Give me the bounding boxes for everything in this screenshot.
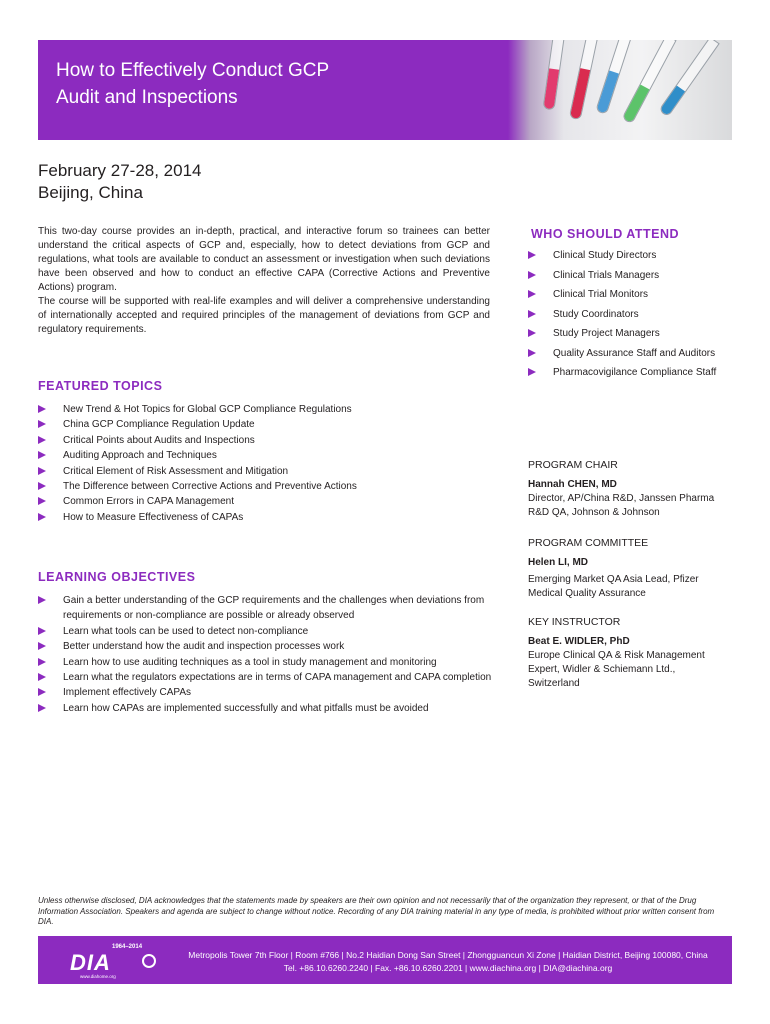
list-item: Pharmacovigilance Compliance Staff: [528, 363, 748, 383]
event-date: February 27-28, 2014: [38, 161, 202, 180]
dia-logo: [50, 940, 160, 980]
key-instructor-heading: KEY INSTRUCTOR: [528, 616, 621, 628]
arrow-bullet-icon: [38, 497, 46, 505]
featured-topics-heading: FEATURED TOPICS: [38, 379, 163, 393]
list-item: Better understand how the audit and inspection processes work: [38, 639, 508, 654]
event-date-location: [38, 160, 202, 204]
program-committee-heading: PROGRAM COMMITTEE: [528, 537, 649, 549]
arrow-bullet-icon: [38, 596, 46, 604]
list-item: Quality Assurance Staff and Auditors: [528, 344, 748, 364]
who-should-attend-list: [528, 246, 748, 383]
key-instructor-name: Beat E. WIDLER, PhD: [528, 636, 630, 647]
description-paragraph-1: This two-day course provides an in-depth, practical, and interactive forum so trainees can better understand the critical aspects of GCP and, especially, how to detect deviations from GCP and regulations, what tools are available to conduct an assessment or investigation when such deviations have been observed and how to conduct an effective CAPA (Corrective Actions and Preventive Actions) program.: [38, 226, 490, 293]
arrow-bullet-icon: [528, 271, 536, 279]
arrow-bullet-icon: [38, 673, 46, 681]
program-chair-affiliation-2: R&D QA, Johnson & Johnson: [528, 507, 660, 518]
arrow-bullet-icon: [38, 658, 46, 666]
list-item: Auditing Approach and Techniques: [38, 448, 508, 463]
arrow-bullet-icon: [528, 290, 536, 298]
key-instructor-affiliation-1: Europe Clinical QA & Risk Management: [528, 650, 705, 661]
arrow-bullet-icon: [528, 349, 536, 357]
arrow-bullet-icon: [38, 436, 46, 444]
arrow-bullet-icon: [38, 467, 46, 475]
who-should-attend-heading: WHO SHOULD ATTEND: [531, 227, 680, 241]
description-paragraph-2: The course will be supported with real-life examples and will deliver a comprehensive understanding of internationally accepted and required principles of the management of deviations from GCP and regulatory requirements.: [38, 296, 490, 335]
test-tube: [569, 40, 599, 120]
list-item: Clinical Study Directors: [528, 246, 748, 266]
list-item: Clinical Trials Managers: [528, 266, 748, 286]
title-line-1: How to Effectively Conduct GCP: [56, 60, 330, 81]
lab-tubes-image: [508, 40, 732, 140]
program-panel: [528, 458, 738, 691]
list-item: The Difference between Corrective Actions and Preventive Actions: [38, 479, 508, 494]
course-description: [38, 225, 490, 337]
arrow-bullet-icon: [38, 704, 46, 712]
list-item: Gain a better understanding of the GCP requirements and the challenges when deviations from requirements or non-compliance are possible or already observed: [38, 593, 508, 624]
header-banner: [38, 40, 732, 140]
program-committee-affiliation-1: Emerging Market QA Asia Lead, Pfizer: [528, 574, 699, 585]
test-tube: [595, 40, 633, 115]
list-item: New Trend & Hot Topics for Global GCP Compliance Regulations: [38, 402, 508, 417]
list-item: China GCP Compliance Regulation Update: [38, 417, 508, 432]
arrow-bullet-icon: [38, 405, 46, 413]
list-item: Common Errors in CAPA Management: [38, 494, 508, 509]
key-instructor-affiliation-2: Expert, Widler & Schiemann Ltd.,: [528, 664, 676, 675]
arrow-bullet-icon: [38, 642, 46, 650]
title-line-2: Audit and Inspections: [56, 87, 238, 108]
program-committee-affiliation-2: Medical Quality Assurance: [528, 588, 646, 599]
arrow-bullet-icon: [38, 513, 46, 521]
arrow-bullet-icon: [38, 420, 46, 428]
logo-years: 1964–2014: [112, 944, 143, 950]
arrow-bullet-icon: [528, 251, 536, 259]
footer-address: Metropolis Tower 7th Floor | Room #766 | No.2 Haidian Dong San Street | Zhongguancun Xi Zone | Haidian District, Beijing 100080, China: [188, 950, 708, 960]
program-chair-heading: PROGRAM CHAIR: [528, 459, 618, 471]
logo-url: www.diahome.org: [80, 974, 116, 979]
key-instructor-affiliation-3: Switzerland: [528, 678, 580, 689]
program-committee-name: Helen LI, MD: [528, 557, 589, 568]
arrow-bullet-icon: [38, 688, 46, 696]
footer-bar: [38, 936, 732, 984]
list-item: Learn how CAPAs are implemented successfully and what pitfalls must be avoided: [38, 701, 508, 716]
list-item: Critical Element of Risk Assessment and Mitigation: [38, 464, 508, 479]
list-item: Implement effectively CAPAs: [38, 685, 508, 700]
list-item: Study Project Managers: [528, 324, 748, 344]
arrow-bullet-icon: [528, 329, 536, 337]
logo-text: DIA: [70, 950, 111, 975]
footer-contact: [168, 949, 728, 974]
program-chair-name: Hannah CHEN, MD: [528, 479, 617, 490]
program-chair-affiliation-1: Director, AP/China R&D, Janssen Pharma: [528, 493, 715, 504]
featured-topics-list: [38, 402, 508, 525]
list-item: Learn how to use auditing techniques as a tool in study management and monitoring: [38, 655, 508, 670]
list-item: Critical Points about Audits and Inspections: [38, 433, 508, 448]
arrow-bullet-icon: [528, 310, 536, 318]
arrow-bullet-icon: [38, 482, 46, 490]
footer-phone-web: Tel. +86.10.6260.2240 | Fax. +86.10.6260.2201 | www.diachina.org | DIA@diachina.org: [283, 962, 613, 973]
learning-objectives-list: [38, 593, 508, 716]
list-item: Learn what the regulators expectations are in terms of CAPA management and CAPA completion: [38, 670, 508, 685]
arrow-bullet-icon: [38, 451, 46, 459]
test-tube: [542, 40, 565, 110]
globe-icon: [142, 954, 156, 968]
arrow-bullet-icon: [528, 368, 536, 376]
event-location: Beijing, China: [38, 183, 143, 202]
learning-objectives-heading: LEARNING OBJECTIVES: [38, 570, 196, 584]
list-item: Clinical Trial Monitors: [528, 285, 748, 305]
disclaimer: Unless otherwise disclosed, DIA acknowledges that the statements made by speakers are their own opinion and not necessarily that of the organization they represent, or that of the Drug Information Association. Speakers and agenda are subject to change without notice. Recording of any DIA training material in any type of media, is prohibited without prior written consent from DIA.: [38, 896, 715, 926]
list-item: Learn what tools can be used to detect non-compliance: [38, 624, 508, 639]
arrow-bullet-icon: [38, 627, 46, 635]
page-title: [56, 57, 386, 111]
list-item: Study Coordinators: [528, 305, 748, 325]
list-item: How to Measure Effectiveness of CAPAs: [38, 510, 508, 525]
